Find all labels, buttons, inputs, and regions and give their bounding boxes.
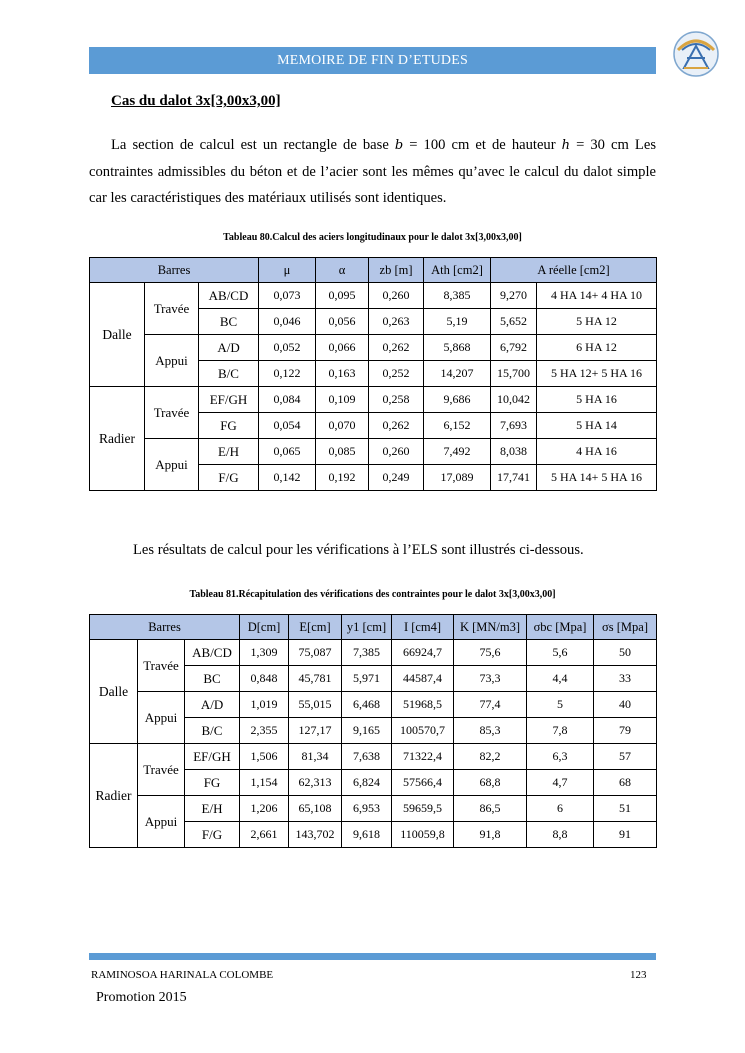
group-label: Dalle [90, 640, 138, 744]
table-cell: 57566,4 [392, 770, 454, 796]
table-cell: 9,165 [342, 718, 392, 744]
table-cell: 68 [594, 770, 657, 796]
table-cell: 91,8 [454, 822, 527, 848]
table-row [90, 744, 657, 770]
bar-label: FG [199, 413, 259, 439]
table-cell: 0,142 [259, 465, 316, 491]
table80-header-row [90, 258, 657, 283]
table-cell: 44587,4 [392, 666, 454, 692]
table-cell: 62,313 [289, 770, 342, 796]
subgroup-label: Travée [145, 283, 199, 335]
table-cell: 9,686 [424, 387, 491, 413]
table-cell: 0,262 [369, 335, 424, 361]
table-cell: 17,089 [424, 465, 491, 491]
subgroup-label: Appui [145, 335, 199, 387]
table-cell: 0,252 [369, 361, 424, 387]
footer-bar [89, 953, 656, 960]
col-header: K [MN/m3] [454, 615, 527, 640]
table-cell: 7,8 [527, 718, 594, 744]
header-title: MEMOIRE DE FIN D’ETUDES [277, 53, 468, 68]
bar-label: E/H [185, 796, 240, 822]
table-cell: 0,262 [369, 413, 424, 439]
table-cell: 0,065 [259, 439, 316, 465]
table-cell: 6,152 [424, 413, 491, 439]
section-title: Cas du dalot 3x[3,00x3,00] [111, 93, 281, 109]
table-cell: 5 [527, 692, 594, 718]
table-cell: 73,3 [454, 666, 527, 692]
table-cell: 5 HA 16 [537, 387, 657, 413]
school-emblem-icon [672, 30, 720, 78]
table-cell: 55,015 [289, 692, 342, 718]
table-cell: 1,154 [240, 770, 289, 796]
table-cell: 1,206 [240, 796, 289, 822]
col-header: Barres [90, 258, 259, 283]
table-cell: 2,661 [240, 822, 289, 848]
col-header: D[cm] [240, 615, 289, 640]
table-cell: 5,19 [424, 309, 491, 335]
col-header: α [316, 258, 369, 283]
bar-label: A/D [185, 692, 240, 718]
table-cell: 5,971 [342, 666, 392, 692]
table-cell: 0,073 [259, 283, 316, 309]
table-cell: 79 [594, 718, 657, 744]
table-cell: 51 [594, 796, 657, 822]
table-row [90, 283, 657, 309]
table-cell: 68,8 [454, 770, 527, 796]
table-row [90, 335, 657, 361]
table-cell: 0,056 [316, 309, 369, 335]
table-cell: 0,095 [316, 283, 369, 309]
table81-header-row [90, 615, 657, 640]
table-cell: 6,953 [342, 796, 392, 822]
table-cell: 15,700 [491, 361, 537, 387]
col-header: σbc [Mpa] [527, 615, 594, 640]
table-cell: 59659,5 [392, 796, 454, 822]
bar-label: AB/CD [199, 283, 259, 309]
bar-label: AB/CD [185, 640, 240, 666]
page-number: 123 [630, 969, 647, 981]
col-header: A réelle [cm2] [491, 258, 657, 283]
group-label: Radier [90, 387, 145, 491]
table-cell: 66924,7 [392, 640, 454, 666]
table-cell: 8,385 [424, 283, 491, 309]
bar-label: EF/GH [185, 744, 240, 770]
bar-label: BC [199, 309, 259, 335]
table81 [89, 614, 657, 848]
subgroup-label: Travée [145, 387, 199, 439]
col-header: zb [m] [369, 258, 424, 283]
col-header: E[cm] [289, 615, 342, 640]
table-cell: 0,192 [316, 465, 369, 491]
table-cell: 127,17 [289, 718, 342, 744]
intro-paragraph: La section de calcul est un rectangle de base b = 100 cm et de hauteur h = 30 cm Les contraintes admissibles du béton et de l’acier sont les mêmes qu’avec le calcul du dalot simple car les caractéristiques des matériaux utilisés sont identiques. [89, 137, 657, 206]
table-cell: 5 HA 12 [537, 309, 657, 335]
footer-author: RAMINOSOA HARINALA COLOMBE [91, 969, 274, 981]
table-cell: 51968,5 [392, 692, 454, 718]
table-cell: 4,4 [527, 666, 594, 692]
table-row [90, 640, 657, 666]
table-cell: 7,638 [342, 744, 392, 770]
table-cell: 10,042 [491, 387, 537, 413]
col-header: Barres [90, 615, 240, 640]
table-cell: 0,066 [316, 335, 369, 361]
table-cell: 7,693 [491, 413, 537, 439]
table-cell: 6 HA 12 [537, 335, 657, 361]
table-cell: 85,3 [454, 718, 527, 744]
table-cell: 17,741 [491, 465, 537, 491]
page-header [89, 47, 656, 74]
table-cell: 0,109 [316, 387, 369, 413]
table-cell: 4 HA 16 [537, 439, 657, 465]
table-cell: 82,2 [454, 744, 527, 770]
group-label: Radier [90, 744, 138, 848]
table-cell: 45,781 [289, 666, 342, 692]
table-cell: 57 [594, 744, 657, 770]
table-cell: 1,309 [240, 640, 289, 666]
bar-label: A/D [199, 335, 259, 361]
promotion: Promotion 2015 [96, 990, 187, 1005]
table-cell: 0,258 [369, 387, 424, 413]
bar-label: B/C [185, 718, 240, 744]
table-cell: 5 HA 14 [537, 413, 657, 439]
col-header: σs [Mpa] [594, 615, 657, 640]
table-cell: 110059,8 [392, 822, 454, 848]
bar-label: F/G [199, 465, 259, 491]
subgroup-label: Travée [138, 744, 185, 796]
table-cell: 0,084 [259, 387, 316, 413]
bar-label: BC [185, 666, 240, 692]
subgroup-label: Appui [138, 796, 185, 848]
table-cell: 1,019 [240, 692, 289, 718]
table-cell: 143,702 [289, 822, 342, 848]
table-cell: 0,260 [369, 439, 424, 465]
table-cell: 65,108 [289, 796, 342, 822]
table-cell: 5,6 [527, 640, 594, 666]
table-cell: 5 HA 14+ 5 HA 16 [537, 465, 657, 491]
col-header: I [cm4] [392, 615, 454, 640]
table-row [90, 439, 657, 465]
table-cell: 81,34 [289, 744, 342, 770]
table-cell: 5,652 [491, 309, 537, 335]
table-row [90, 692, 657, 718]
table80-caption: Tableau 80.Calcul des aciers longitudinaux pour le dalot 3x[3,00x3,00] [223, 232, 522, 243]
subgroup-label: Appui [138, 692, 185, 744]
subgroup-label: Travée [138, 640, 185, 692]
table-cell: 86,5 [454, 796, 527, 822]
col-header: Ath [cm2] [424, 258, 491, 283]
els-paragraph: Les résultats de calcul pour les vérifications à l’ELS sont illustrés ci-dessous. [133, 542, 584, 558]
table-cell: 8,038 [491, 439, 537, 465]
table-cell: 6,3 [527, 744, 594, 770]
table-cell: 0,260 [369, 283, 424, 309]
col-header: μ [259, 258, 316, 283]
bar-label: FG [185, 770, 240, 796]
table-cell: 0,085 [316, 439, 369, 465]
table-cell: 14,207 [424, 361, 491, 387]
table-cell: 0,163 [316, 361, 369, 387]
table-cell: 6,824 [342, 770, 392, 796]
table-cell: 9,270 [491, 283, 537, 309]
table-cell: 75,087 [289, 640, 342, 666]
table-cell: 0,070 [316, 413, 369, 439]
table-cell: 4,7 [527, 770, 594, 796]
table81-caption: Tableau 81.Récapitulation des vérifications des contraintes pour le dalot 3x[3,00x3,00] [189, 589, 556, 600]
table-cell: 75,6 [454, 640, 527, 666]
table-cell: 5 HA 12+ 5 HA 16 [537, 361, 657, 387]
table-cell: 6 [527, 796, 594, 822]
table-row [90, 387, 657, 413]
table-cell: 0,054 [259, 413, 316, 439]
table-cell: 0,122 [259, 361, 316, 387]
bar-label: F/G [185, 822, 240, 848]
bar-label: EF/GH [199, 387, 259, 413]
table-cell: 6,468 [342, 692, 392, 718]
table-cell: 5,868 [424, 335, 491, 361]
subgroup-label: Appui [145, 439, 199, 491]
table-cell: 0,848 [240, 666, 289, 692]
col-header: y1 [cm] [342, 615, 392, 640]
table-cell: 0,263 [369, 309, 424, 335]
table-cell: 0,046 [259, 309, 316, 335]
table-cell: 0,249 [369, 465, 424, 491]
table-cell: 7,385 [342, 640, 392, 666]
table-cell: 8,8 [527, 822, 594, 848]
table80 [89, 257, 657, 491]
table-cell: 7,492 [424, 439, 491, 465]
table-cell: 100570,7 [392, 718, 454, 744]
table-cell: 33 [594, 666, 657, 692]
table-cell: 9,618 [342, 822, 392, 848]
table-cell: 0,052 [259, 335, 316, 361]
table-cell: 91 [594, 822, 657, 848]
bar-label: B/C [199, 361, 259, 387]
bar-label: E/H [199, 439, 259, 465]
table-row [90, 796, 657, 822]
table-cell: 71322,4 [392, 744, 454, 770]
table-cell: 1,506 [240, 744, 289, 770]
table-cell: 77,4 [454, 692, 527, 718]
table-cell: 4 HA 14+ 4 HA 10 [537, 283, 657, 309]
table-cell: 2,355 [240, 718, 289, 744]
group-label: Dalle [90, 283, 145, 387]
table-cell: 50 [594, 640, 657, 666]
table-cell: 40 [594, 692, 657, 718]
table-cell: 6,792 [491, 335, 537, 361]
